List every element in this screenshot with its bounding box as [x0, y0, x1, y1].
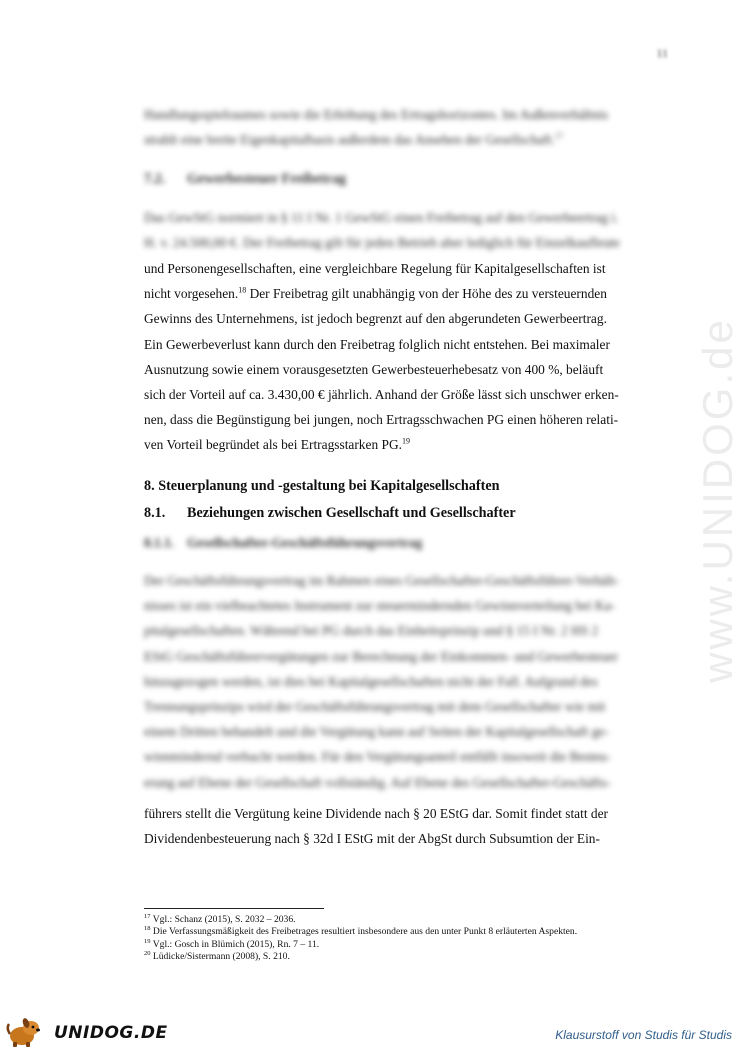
section-8-1-heading — [144, 505, 516, 522]
para2-blur-line-2: nisses ist ein vielbeachtetes Instrument zur steuermindernden Gewinnverteilung bei Ka- — [144, 598, 616, 614]
watermark-text: www.UNIDOG.de — [694, 317, 742, 683]
para1-blur-line-2: H. v. 24.500,00 €. Der Freibetrag gilt für jeden Betrieb aber lediglich für Einzelkaufleute — [144, 235, 620, 251]
para1-line-3: Gewinns des Unternehmens, ist jedoch begrenzt auf den abgerundeten Gewerbeertrag. — [144, 311, 607, 327]
section-7-2-title: Gewerbesteuer Freibetrag — [187, 171, 347, 187]
footnote-20-number: 20 — [144, 949, 151, 957]
para1-blur-line-1: Das GewStG normiert in § 11 I Nr. 1 GewStG einen Freibetrag auf den Gewerbeertrag i. — [144, 210, 619, 225]
footnote-ref-17: 17 — [554, 131, 563, 141]
section-8-1-1-number: 8.1.1. — [144, 535, 175, 550]
section-8-1-number: 8.1. — [144, 505, 166, 521]
footnote-20-text: Lüdicke/Sistermann (2008), S. 210. — [150, 950, 290, 962]
para2-line-2: Dividendenbesteuerung nach § 32d I EStG mit der AbgSt durch Subsumtion der Ein- — [144, 831, 600, 847]
para2-blur-line-5: hinzugezogen werden, ist dies bei Kapitalgesellschaften nicht der Fall. Aufgrund des — [144, 673, 598, 689]
footnote-17-number: 17 — [144, 912, 151, 920]
footnotes — [144, 914, 674, 963]
para2-blur-line-7: einem Dritten behandelt und die Vergütung kann auf Seiten der Kapitalgesellschaft ge- — [144, 724, 609, 740]
section-7-2-number: 7.2. — [144, 171, 166, 187]
para2-blurred — [144, 568, 680, 795]
para2-blur-line-3: pitalgesellschaften. Während bei PG durch das Einheitsprinzip und § 15 I Nr. 2 HS 2 — [144, 623, 599, 639]
footnote-17-text: Vgl.: Schanz (2015), S. 2032 – 2036. — [150, 914, 296, 925]
section-8-heading: 8. Steuerplanung und -gestaltung bei Kapitalgesellschaften — [144, 478, 500, 494]
para1-line-5: Ausnutzung sowie einem vorausgesetzten Gewerbesteuerhebesatz von 400 %, beläuft — [144, 361, 604, 377]
footnote-ref-18: 18 — [238, 285, 247, 295]
unidog-logo — [6, 1018, 168, 1048]
intro-line-2: strahlt eine breite Eigenkapitalbasis außerdem das Ansehen der Gesellschaft. — [144, 132, 555, 148]
footnote-19 — [144, 939, 674, 951]
para1-line-7: nen, dass die Begünstigung bei jungen, noch Ertragsschwachen PG einen höheren relati- — [144, 412, 619, 428]
footnote-ref-19: 19 — [401, 436, 410, 446]
footnote-17 — [144, 914, 674, 926]
para1-blurred — [144, 205, 680, 255]
footnote-18 — [144, 926, 674, 938]
footnote-20 — [144, 951, 674, 963]
para1-visible — [144, 256, 680, 458]
section-8-1-title: Beziehungen zwischen Gesellschaft und Gesellschafter — [187, 505, 516, 521]
para1-line-2a: nicht vorgesehen. — [144, 286, 239, 302]
para1-line-6: sich der Vorteil auf ca. 3.430,00 € jährlich. Anhand der Größe lässt sich unschwer erken- — [144, 387, 619, 403]
para2-blur-line-1: Der Geschäftsführungsvertrag im Rahmen eines Gesellschafter-Geschäftsführer-Verhält- — [144, 573, 620, 588]
para1-line-1: und Personengesellschaften, eine vergleichbare Regelung für Kapitalgesellschaften ist — [144, 261, 606, 276]
para1-line-8: ven Vorteil begründet als bei Ertragsstarken PG. — [144, 437, 402, 453]
para1-line-2b: Der Freibetrag gilt unabhängig von der Höhe des zu versteuernden — [246, 286, 607, 302]
tagline: Klausurstoff von Studis für Studis — [555, 1028, 732, 1042]
para2-blur-line-8: winnmindernd verbucht werden. Für den Vergütungsanteil entfällt insoweit die Besteu- — [144, 749, 611, 765]
para2-blur-line-9: erung auf Ebene der Gesellschaft vollständig. Auf Ebene des Gesellschafter-Geschäfts- — [144, 774, 611, 790]
para2-visible — [144, 801, 680, 851]
intro-line-1: Handlungsspielraumes sowie die Erhöhung des Ertragshorizontes. Im Außenverhältnis — [144, 107, 609, 122]
para2-blur-line-4: EStG Geschäftsführervergütungen zur Berechnung der Einkommen- und Gewerbesteuer — [144, 648, 618, 664]
section-7-2-heading — [144, 171, 346, 188]
para2-blur-line-6: Trennungsprinzips wird der Geschäftsführungsvertrag mit dem Gesellschafter wie mit — [144, 699, 606, 715]
intro-blurred — [144, 102, 680, 152]
footnote-19-number: 19 — [144, 937, 151, 945]
footnote-19-text: Vgl.: Gosch in Blümich (2015), Rn. 7 – 11. — [150, 938, 320, 950]
footnote-divider — [144, 908, 324, 909]
footnote-18-number: 18 — [144, 925, 151, 933]
para1-line-4: Ein Gewerbeverlust kann durch den Freibetrag folglich nicht entstehen. Bei maximaler — [144, 336, 610, 352]
logo-text: UNIDOG.DE — [54, 1023, 168, 1043]
section-8-1-1-heading — [144, 535, 422, 551]
section-8-1-1-title: Gesellschafter-Geschäftsführungsvertrag — [187, 535, 423, 550]
para2-line-1: führers stellt die Vergütung keine Dividende nach § 20 EStG dar. Somit findet statt der — [144, 806, 608, 821]
dog-icon — [6, 1018, 52, 1048]
watermark — [688, 270, 748, 730]
page-number: 11 — [656, 46, 668, 60]
footnote-18-text: Die Verfassungsmäßigkeit des Freibetrages resultiert insbesondere aus den unter Punkt 8 erläuterten Aspekten. — [150, 926, 578, 938]
